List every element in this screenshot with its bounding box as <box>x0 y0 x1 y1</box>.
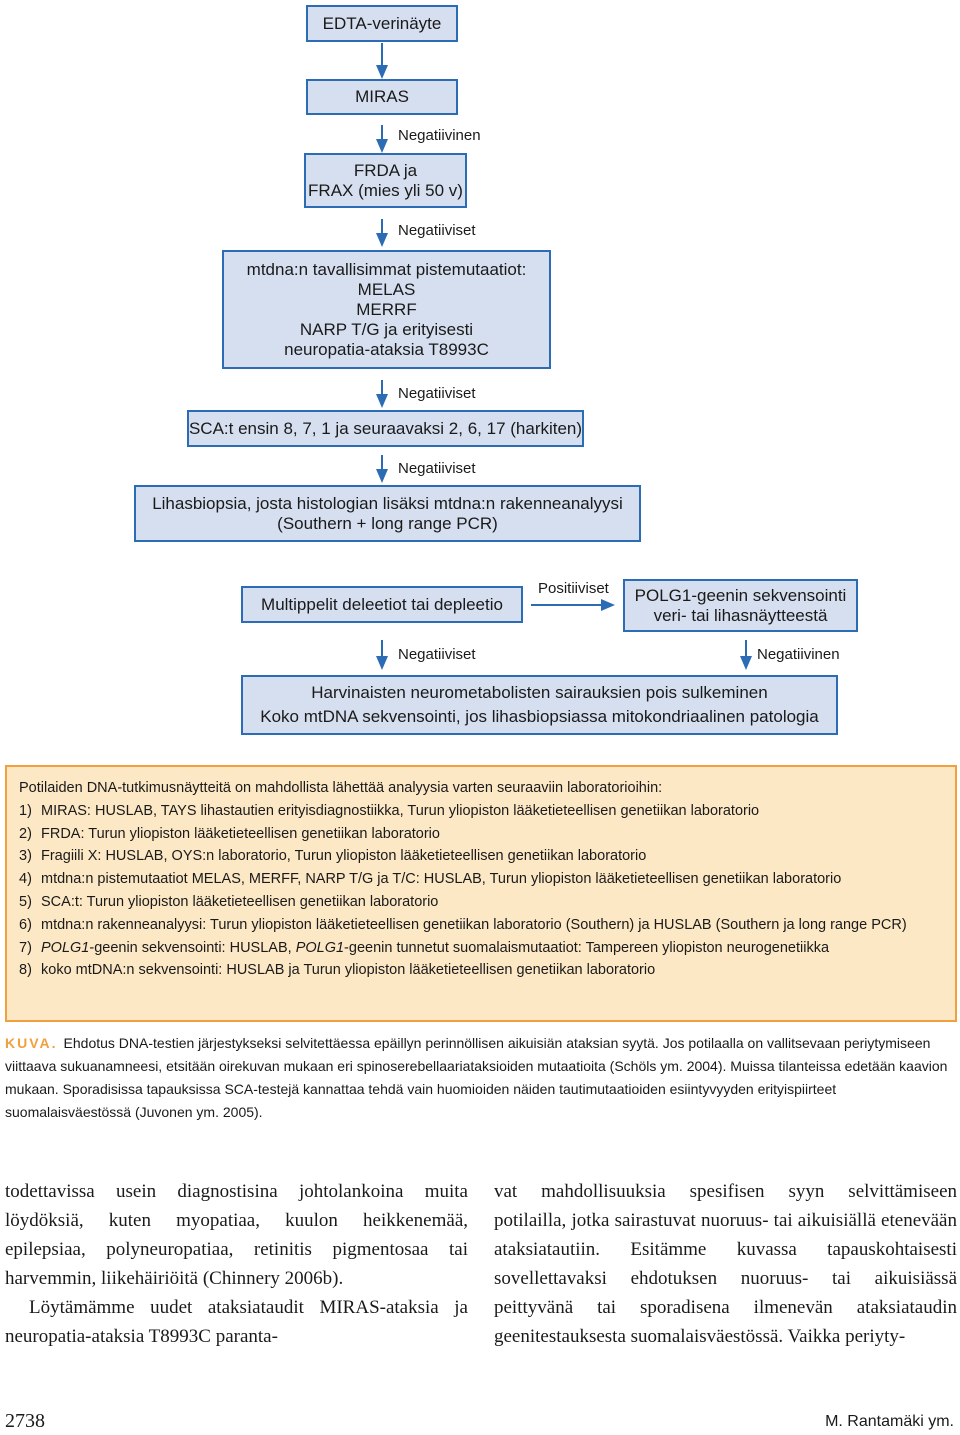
info-item-text: mtdna:n pistemutaatiot MELAS, MERFF, NARP T/G ja T/C: HUSLAB, Turun yliopiston lääketieteellisen genetiikan laboratorio <box>41 871 842 888</box>
box-polg1 <box>623 579 858 632</box>
box-sca <box>187 410 584 447</box>
info-item <box>19 823 943 846</box>
info-item-number: 7) <box>19 939 32 956</box>
info-item <box>19 891 943 914</box>
arrow-down-icon <box>376 43 388 79</box>
info-item-number: 4) <box>19 871 32 888</box>
box-multippelit-text: Multippelit deleetiot tai depleetio <box>261 594 503 614</box>
info-item <box>19 937 943 960</box>
arrow-down-icon <box>376 380 388 408</box>
info-item-text: FRDA: Turun yliopiston lääketieteellisen genetiikan laboratorio <box>41 825 440 842</box>
box-multippelit-deleetiot <box>241 586 523 623</box>
box-miras-text: MIRAS <box>355 87 409 106</box>
label-negatiiviset-3: Negatiiviset <box>398 385 476 402</box>
info-item-text: MIRAS: HUSLAB, TAYS lihastautien erityisdiagnostiikka, Turun yliopiston lääketieteellisen genetiikan laboratorio <box>41 802 760 819</box>
box-harvinaisten-line-2: Koko mtDNA sekvensointi, jos lihasbiopsiassa mitokondriaalinen patologia <box>260 707 819 726</box>
box-polg1-line-1: POLG1-geenin sekvensointi <box>634 585 847 605</box>
info-item-italic: POLG1 <box>295 939 345 956</box>
arrow-down-icon <box>376 640 388 670</box>
info-item-text-part: -geenin tunnetut suomalaismutaatiot: Tampereen yliopiston neurogenetiikka <box>344 939 830 956</box>
info-item-text: koko mtDNA:n sekvensointi: HUSLAB ja Turun yliopiston lääketieteellisen genetiikan laboratorio <box>41 962 656 979</box>
body-paragraph: todettavissa usein diagnostisina johtolankoina muita löydöksiä, kuten myopatiaa, kuulon heikkenemää, epilepsiaa, polyneuropatiaa, retinitis pigmentosaa tai harvemmin, liikehäiriöitä (Chinnery 2006b). <box>5 1181 468 1289</box>
arrow-right-icon <box>531 598 615 612</box>
box-lihasbiopsia-line-2: (Southern + long range PCR) <box>277 513 498 533</box>
body-column-right <box>494 1177 957 1351</box>
box-edta-text: EDTA-verinäyte <box>322 13 442 33</box>
info-item-number: 5) <box>19 893 32 910</box>
box-mtdna-line-3: MERRF <box>356 299 417 319</box>
label-negatiivinen-1: Negatiivinen <box>398 127 481 144</box>
label-positiiviset: Positiiviset <box>538 580 609 597</box>
figure-caption <box>5 1032 957 1124</box>
page-number: 2738 <box>5 1410 45 1432</box>
info-item-number: 2) <box>19 825 32 842</box>
arrow-down-icon <box>740 640 752 670</box>
box-mtdna-pistemutaatiot <box>222 250 551 369</box>
info-item-text: mtdna:n rakenneanalyysi: Turun yliopiston lääketieteellisen genetiikan laboratorio (Southern) ja HUSLAB (Southern ja long range PCR) <box>41 916 907 933</box>
box-frda-line-2: FRAX (mies yli 50 v) <box>308 180 463 200</box>
laboratory-info-box <box>5 765 957 1022</box>
body-paragraph: Löytämämme uudet ataksiataudit MIRAS-ataksia ja neuropatia-ataksia T8993C paranta- <box>5 1297 468 1347</box>
label-negatiiviset-5: Negatiiviset <box>398 646 476 663</box>
caption-text: Ehdotus DNA-testien järjestykseksi selvitettäessa epäillyn perinnöllisen aikuisiän ataksian syytä. Jos potilaalla on vallitsevaan periytymiseen viittaava sukuanamneesi, etsitään oirekuvan mukaan eri spinoserebellaariataksioiden mutaatioita (Schöls ym. 2004). Muissa tilanteissa edetään kaavion mukaan. Sporadisissa tapauksissa SCA-testejä kannattaa tehdä vain huomioiden näiden tautimutaatioiden esiintyvyyden erityispiirteet suomalaisväestössä (Juvonen ym. 2005). <box>5 1035 948 1120</box>
box-mtdna-line-1: mtdna:n tavallisimmat pistemutaatiot: <box>246 259 527 279</box>
info-item-text: SCA:t: Turun yliopiston lääketieteellisen genetiikan laboratorio <box>41 893 439 910</box>
box-polg1-line-2: veri- tai lihasnäytteestä <box>653 605 828 625</box>
info-item-number: 8) <box>19 962 32 979</box>
info-intro: Potilaiden DNA-tutkimusnäytteitä on mahdollista lähettää analyysia varten seuraaviin laboratorioihin: <box>19 780 663 796</box>
info-item-text: Fragiili X: HUSLAB, OYS:n laboratorio, Turun yliopiston lääketieteellisen genetiikan laboratorio <box>41 848 647 865</box>
box-frda-frax <box>304 153 467 208</box>
arrow-down-icon <box>376 125 388 153</box>
info-item <box>19 800 943 823</box>
box-lihasbiopsia-line-1: Lihasbiopsia, josta histologian lisäksi mtdna:n rakenneanalyysi <box>152 493 623 513</box>
info-item <box>19 914 943 937</box>
info-item-italic: POLG1 <box>41 939 90 956</box>
box-frda-line-1: FRDA ja <box>353 160 418 180</box>
box-lihasbiopsia <box>134 485 641 542</box>
box-sca-text: SCA:t ensin 8, 7, 1 ja seuraavaksi 2, 6, 17 (harkiten) <box>188 418 583 438</box>
box-edta <box>306 5 458 42</box>
body-column-left <box>5 1177 468 1351</box>
info-item-number: 6) <box>19 916 32 933</box>
caption-label: KUVA. <box>5 1035 58 1051</box>
box-mtdna-line-2: MELAS <box>357 279 416 299</box>
info-item <box>19 959 943 982</box>
info-item-text <box>41 937 829 960</box>
body-paragraph: vat mahdollisuuksia spesifisen syyn selvittämiseen potilailla, jotka sairastuvat nuoruus- tai aikuisiällä etenevään ataksiatautiin. Esitämme kuvassa tapauskohtaisesti sovellettavaksi ehdotuksen nuoruus- tai aikuisiässä peittyvänä tai sporadisena ilmenevän ataksiataudin geenitestauksesta suomalaisväestössä. Vaikka periyty- <box>494 1181 957 1347</box>
box-harvinaisten-line-1: Harvinaisten neurometabolisten sairauksien pois sulkeminen <box>311 683 768 702</box>
info-item-text-part: -geenin sekvensointi: HUSLAB, <box>89 939 296 956</box>
box-miras <box>306 79 458 115</box>
footer-author: M. Rantamäki ym. <box>825 1413 954 1430</box>
label-negatiivinen-6: Negatiivinen <box>757 646 840 663</box>
label-negatiiviset-2: Negatiiviset <box>398 222 476 239</box>
box-mtdna-line-5: neuropatia-ataksia T8993C <box>284 339 489 359</box>
box-mtdna-line-4: NARP T/G ja erityisesti <box>299 319 474 339</box>
info-item <box>19 845 943 868</box>
info-item-number: 3) <box>19 848 32 865</box>
info-item-number: 1) <box>19 802 32 819</box>
info-item <box>19 868 943 891</box>
arrow-down-icon <box>376 219 388 247</box>
arrow-down-icon <box>376 455 388 483</box>
label-negatiiviset-4: Negatiiviset <box>398 460 476 477</box>
box-harvinaisten <box>241 675 838 735</box>
